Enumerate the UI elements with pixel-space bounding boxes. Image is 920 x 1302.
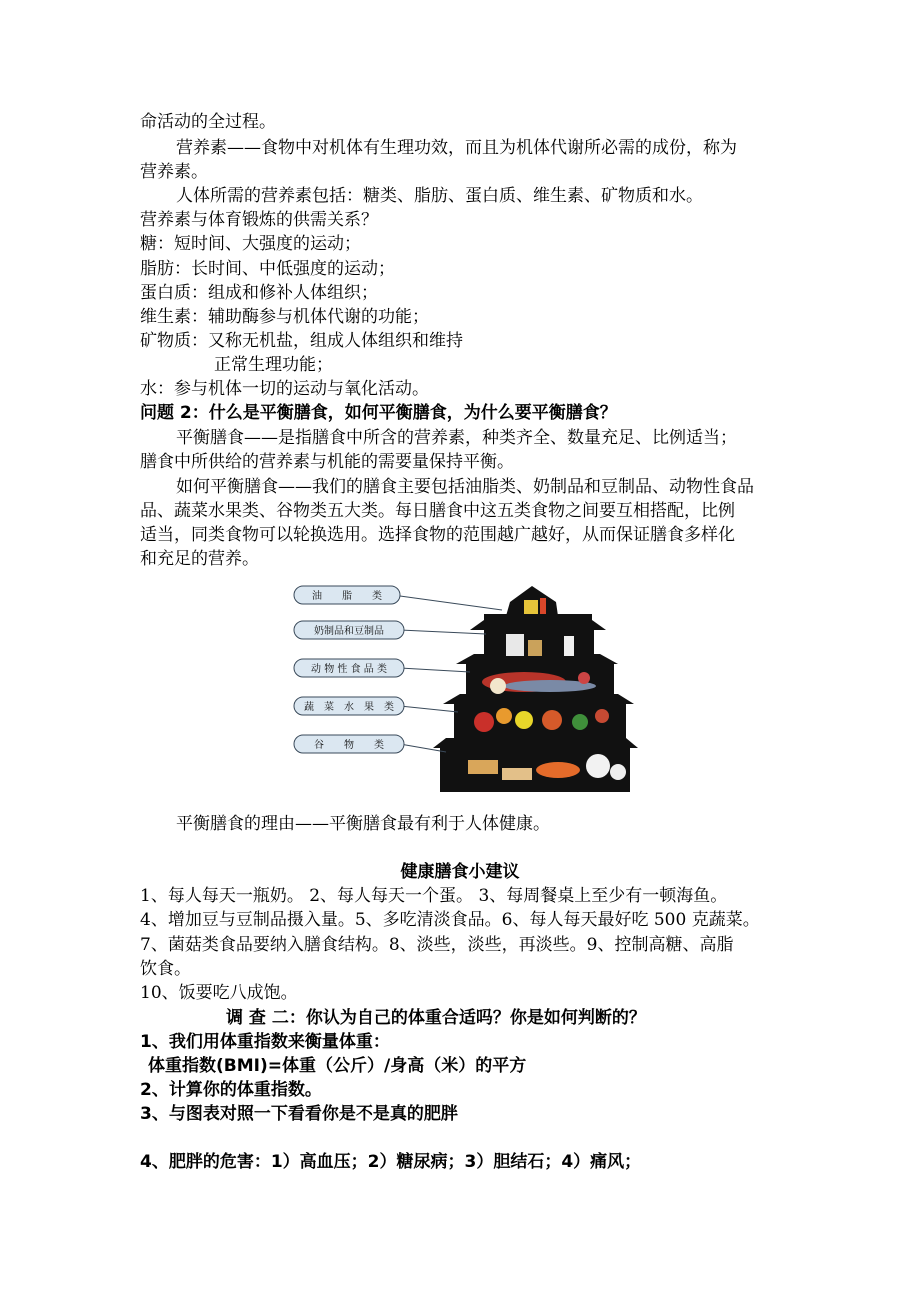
- text-line: 维生素：辅助酶参与机体代谢的功能；: [140, 307, 429, 327]
- text-line: 1、我们用体重指数来衡量体重：: [140, 1032, 390, 1052]
- text-line: 10、饭要吃八成饱。: [140, 983, 298, 1003]
- text-line: 人体所需的营养素包括：糖类、脂肪、蛋白质、维生素、矿物质和水。: [176, 186, 703, 206]
- section-heading: 问题 2：什么是平衡膳食，如何平衡膳食，为什么要平衡膳食？: [140, 403, 617, 423]
- pyramid-label-vegetables-fruits: [294, 697, 404, 715]
- text-line: 正常生理功能；: [214, 355, 333, 375]
- text-line: 适当，同类食物可以轮换选用。选择食物的范围越广越好，从而保证膳食多样化: [140, 525, 735, 545]
- text-line: 2、计算你的体重指数。: [140, 1080, 322, 1100]
- text-line: 命活动的全过程。: [140, 112, 276, 132]
- text-line: 营养素与体育锻炼的供需关系？: [140, 210, 378, 230]
- text-line: 平衡膳食的理由——平衡膳食最有利于人体健康。: [176, 814, 550, 834]
- text-line: 蛋白质：组成和修补人体组织；: [140, 283, 378, 303]
- text-line: 7、菌菇类食品要纳入膳食结构。8、淡些，淡些，再淡些。9、控制高糖、高脂: [140, 935, 734, 955]
- pyramid-label-oils: [294, 586, 400, 604]
- text-line: 和充足的营养。: [140, 549, 259, 569]
- svg-text:动 物 性 食 品 类: 动 物 性 食 品 类: [311, 664, 387, 675]
- text-line: 3、与图表对照一下看看你是不是真的肥胖: [140, 1104, 458, 1124]
- pyramid-label-grains: [294, 735, 404, 753]
- text-line: 脂肪：长时间、中低强度的运动；: [140, 259, 395, 279]
- text-line: 1、每人每天一瓶奶。 2、每人每天一个蛋。 3、每周餐桌上至少有一顿海鱼。: [140, 886, 728, 906]
- svg-text:油 脂 类: 油 脂 类: [312, 591, 382, 602]
- section-title: 健康膳食小建议: [400, 862, 520, 882]
- text-line: 营养素。: [140, 162, 208, 182]
- pyramid-label-animal-foods: [294, 659, 404, 677]
- text-line: 饮食。: [140, 959, 191, 979]
- svg-text:蔬 菜 水 果 类: 蔬 菜 水 果 类: [304, 702, 394, 713]
- text-line: 4、肥胖的危害：1）高血压；2）糖尿病；3）胆结石；4）痛风；: [140, 1152, 642, 1172]
- text-line: 平衡膳食——是指膳食中所含的营养素，种类齐全、数量充足、比例适当；: [176, 428, 737, 448]
- svg-text:谷 物 类: 谷 物 类: [314, 740, 384, 751]
- survey-heading: 调 查 二：你认为自己的体重合适吗？你是如何判断的？: [226, 1008, 646, 1028]
- text-line: 如何平衡膳食——我们的膳食主要包括油脂类、奶制品和豆制品、动物性食品: [176, 477, 754, 497]
- text-line: 4、增加豆与豆制品摄入量。5、多吃清淡食品。6、每人每天最好吃 500 克蔬菜。: [140, 910, 760, 930]
- text-line: 矿物质：又称无机盐，组成人体组织和维持: [140, 331, 463, 351]
- pyramid-label-dairy-soy: [294, 621, 404, 639]
- text-line: 膳食中所供给的营养素与机能的需要量保持平衡。: [140, 452, 514, 472]
- text-line: 水：参与机体一切的运动与氧化活动。: [140, 379, 429, 399]
- food-pyramid-figure: [288, 582, 638, 794]
- text-line: 品、蔬菜水果类、谷物类五大类。每日膳食中这五类食物之间要互相搭配，比例: [140, 501, 735, 521]
- text-line: 糖：短时间、大强度的运动；: [140, 234, 361, 254]
- bmi-formula: 体重指数(BMI)=体重（公斤）/身高（米）的平方: [148, 1056, 527, 1076]
- svg-text:奶制品和豆制品: 奶制品和豆制品: [314, 626, 384, 637]
- text-line: 营养素——食物中对机体有生理功效，而且为机体代谢所必需的成份，称为: [176, 138, 737, 158]
